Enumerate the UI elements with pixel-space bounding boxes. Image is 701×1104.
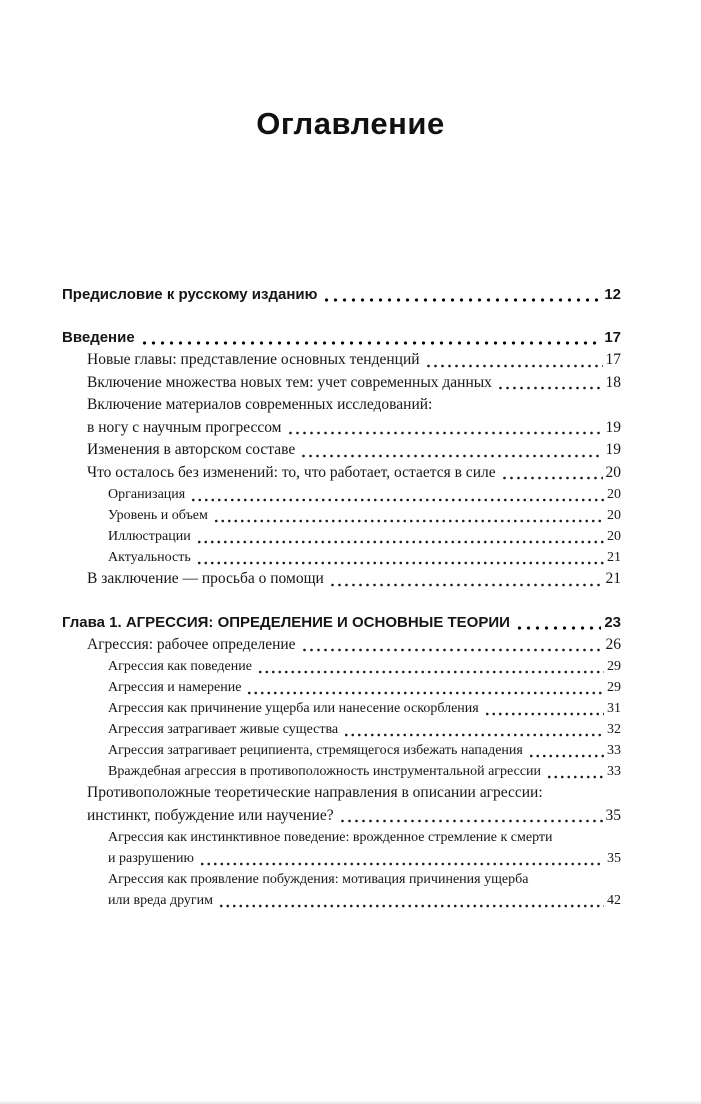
toc-entry-line (87, 394, 621, 417)
toc-entry-line (87, 417, 621, 440)
toc-entry-text: и разрушению (108, 851, 194, 866)
dot-leader (140, 341, 602, 345)
toc-entry-line (87, 634, 621, 657)
toc-page-number: 20 (607, 508, 621, 523)
toc-page-number: 17 (604, 329, 621, 346)
toc-page-number: 20 (605, 463, 621, 481)
toc-page-number: 17 (605, 351, 621, 368)
toc-page-number: 33 (607, 764, 621, 779)
toc-entry-text: Предисловие к русскому изданию (62, 286, 318, 303)
toc-page-number: 29 (607, 659, 621, 674)
toc-entry-text: Агрессия затрагивает живые существа (108, 722, 339, 737)
toc-entry-line (87, 372, 621, 395)
dot-leader (190, 498, 604, 502)
toc-entry-text: Враждебная агрессия в противоположность инструментальной агрессии (108, 764, 542, 779)
toc-entry-text: Агрессия: рабочее определение (87, 635, 296, 653)
dot-leader (515, 626, 601, 630)
toc-entry-line (108, 698, 621, 719)
toc-entry-text: Иллюстрации (108, 529, 191, 544)
toc-entry-line (87, 462, 621, 485)
toc-page-number: 19 (605, 441, 621, 458)
toc-entry-line (62, 611, 621, 634)
toc-entry (62, 611, 621, 634)
toc-entry (108, 526, 621, 547)
toc-entry-line (108, 484, 621, 505)
toc-page-number: 21 (605, 570, 621, 587)
toc-entry-line (108, 719, 621, 740)
toc-entry-text: Включение материалов современных исследований: (87, 396, 433, 413)
toc-entry-text: Новые главы: представление основных тенденций (87, 351, 420, 368)
toc-page-number: 21 (607, 550, 621, 565)
toc-entry-text: Что осталось без изменений: то, что работает, остается в силе (87, 463, 496, 481)
dot-leader (196, 561, 604, 565)
dot-leader (322, 298, 601, 302)
toc-entry-text: инстинкт, побуждение или научение? (87, 806, 334, 824)
toc-page-number: 23 (604, 613, 621, 631)
toc-entry (87, 462, 621, 485)
toc-entry-text: или вреда другим (108, 893, 213, 908)
dot-leader (199, 862, 604, 866)
toc-entry (108, 656, 621, 677)
dot-leader (501, 476, 603, 480)
toc-entry (108, 719, 621, 740)
toc-entry-text: Противоположные теоретические направления в описании агрессии: (87, 784, 543, 801)
dot-leader (196, 540, 604, 544)
dot-leader (246, 691, 604, 695)
dot-leader (329, 583, 603, 587)
toc-entry (87, 372, 621, 395)
toc-entry (87, 394, 621, 439)
toc-entry-line (108, 505, 621, 526)
dot-leader (343, 733, 604, 737)
toc-page-number: 12 (604, 286, 621, 303)
toc-page-number: 18 (605, 373, 621, 391)
toc-entry-line (108, 827, 621, 848)
toc-entry-text: В заключение — просьба о помощи (87, 570, 324, 587)
page-bottom-edge (0, 1100, 701, 1104)
toc-entry (87, 568, 621, 591)
toc-entry-text: Организация (108, 487, 186, 502)
toc-entry-text: Агрессия как проявление побуждения: мотивация причинения ущерба (108, 872, 529, 887)
page-title: Оглавление (256, 106, 445, 141)
toc-entry-line (108, 547, 621, 568)
dot-leader (218, 904, 604, 908)
toc-entry (108, 827, 621, 869)
toc-entry-line (108, 761, 621, 782)
dot-leader (425, 364, 603, 368)
toc-entry-line (108, 869, 621, 890)
toc-entry-line (108, 526, 621, 547)
dot-leader (339, 819, 603, 823)
toc-page-number: 35 (605, 806, 621, 824)
toc-entry (108, 698, 621, 719)
toc-page-number: 33 (607, 743, 621, 758)
toc-entry (108, 484, 621, 505)
toc-entry-text: Агрессия и намерение (108, 680, 242, 695)
toc-entry-line (87, 568, 621, 591)
dot-leader (287, 431, 603, 435)
toc-entry-line (108, 677, 621, 698)
toc-entry (87, 782, 621, 827)
toc-entry-line (108, 848, 621, 869)
toc-entry-text: Агрессия как инстинктивное поведение: врожденное стремление к смерти (108, 830, 553, 845)
toc-entry-text: Изменения в авторском составе (87, 441, 296, 458)
toc-entry-text: Включение множества новых тем: учет современных данных (87, 373, 492, 391)
toc-entry (108, 547, 621, 568)
toc-entry-line (87, 439, 621, 462)
dot-leader (497, 386, 603, 390)
dot-leader (301, 648, 603, 652)
dot-leader (257, 670, 604, 674)
toc-entry-line (62, 326, 621, 349)
toc-entry-text: Агрессия затрагивает реципиента, стремящегося избежать нападения (108, 743, 523, 758)
toc-page-number: 31 (607, 701, 621, 716)
dot-leader (484, 712, 604, 716)
toc-page-number: 29 (607, 680, 621, 695)
toc-page-number: 20 (607, 529, 621, 544)
toc-entry-line (62, 283, 621, 306)
toc-entry (108, 677, 621, 698)
dot-leader (546, 775, 604, 779)
toc-entry (62, 283, 621, 306)
toc-entry-line (87, 349, 621, 372)
toc-entry-text: в ногу с научным прогрессом (87, 418, 282, 436)
toc-entry-line (87, 805, 621, 828)
toc-entry-line (108, 740, 621, 761)
toc-page-number: 42 (607, 893, 621, 908)
toc-entry (87, 634, 621, 657)
toc-entry (108, 869, 621, 911)
toc-page-number: 32 (607, 722, 621, 737)
toc-entry-text: Агрессия как причинение ущерба или нанесение оскорбления (108, 701, 479, 716)
toc-page-number: 35 (607, 851, 621, 866)
dot-leader (300, 454, 602, 458)
toc-entry-line (108, 890, 621, 911)
toc-entry-text: Введение (62, 329, 135, 346)
toc-entry-text: Глава 1. АГРЕССИЯ: ОПРЕДЕЛЕНИЕ И ОСНОВНЫЕ ТЕОРИИ (62, 613, 510, 631)
toc-entry (108, 740, 621, 761)
toc-entry (62, 326, 621, 349)
toc-entry (108, 505, 621, 526)
toc-page-number: 19 (605, 418, 621, 436)
dot-leader (213, 519, 604, 523)
toc-entry-line (87, 782, 621, 805)
dot-leader (528, 754, 604, 758)
toc-list (0, 283, 701, 911)
toc-page-number: 26 (605, 635, 621, 653)
toc-entry-text: Агрессия как поведение (108, 659, 252, 674)
toc-entry-line (108, 656, 621, 677)
toc-entry-text: Уровень и объем (108, 508, 208, 523)
toc-page-number: 20 (607, 487, 621, 502)
toc-entry (87, 349, 621, 372)
toc-entry (87, 439, 621, 462)
toc-entry (108, 761, 621, 782)
toc-entry-text: Актуальность (108, 550, 191, 565)
book-toc-page (0, 103, 701, 1104)
